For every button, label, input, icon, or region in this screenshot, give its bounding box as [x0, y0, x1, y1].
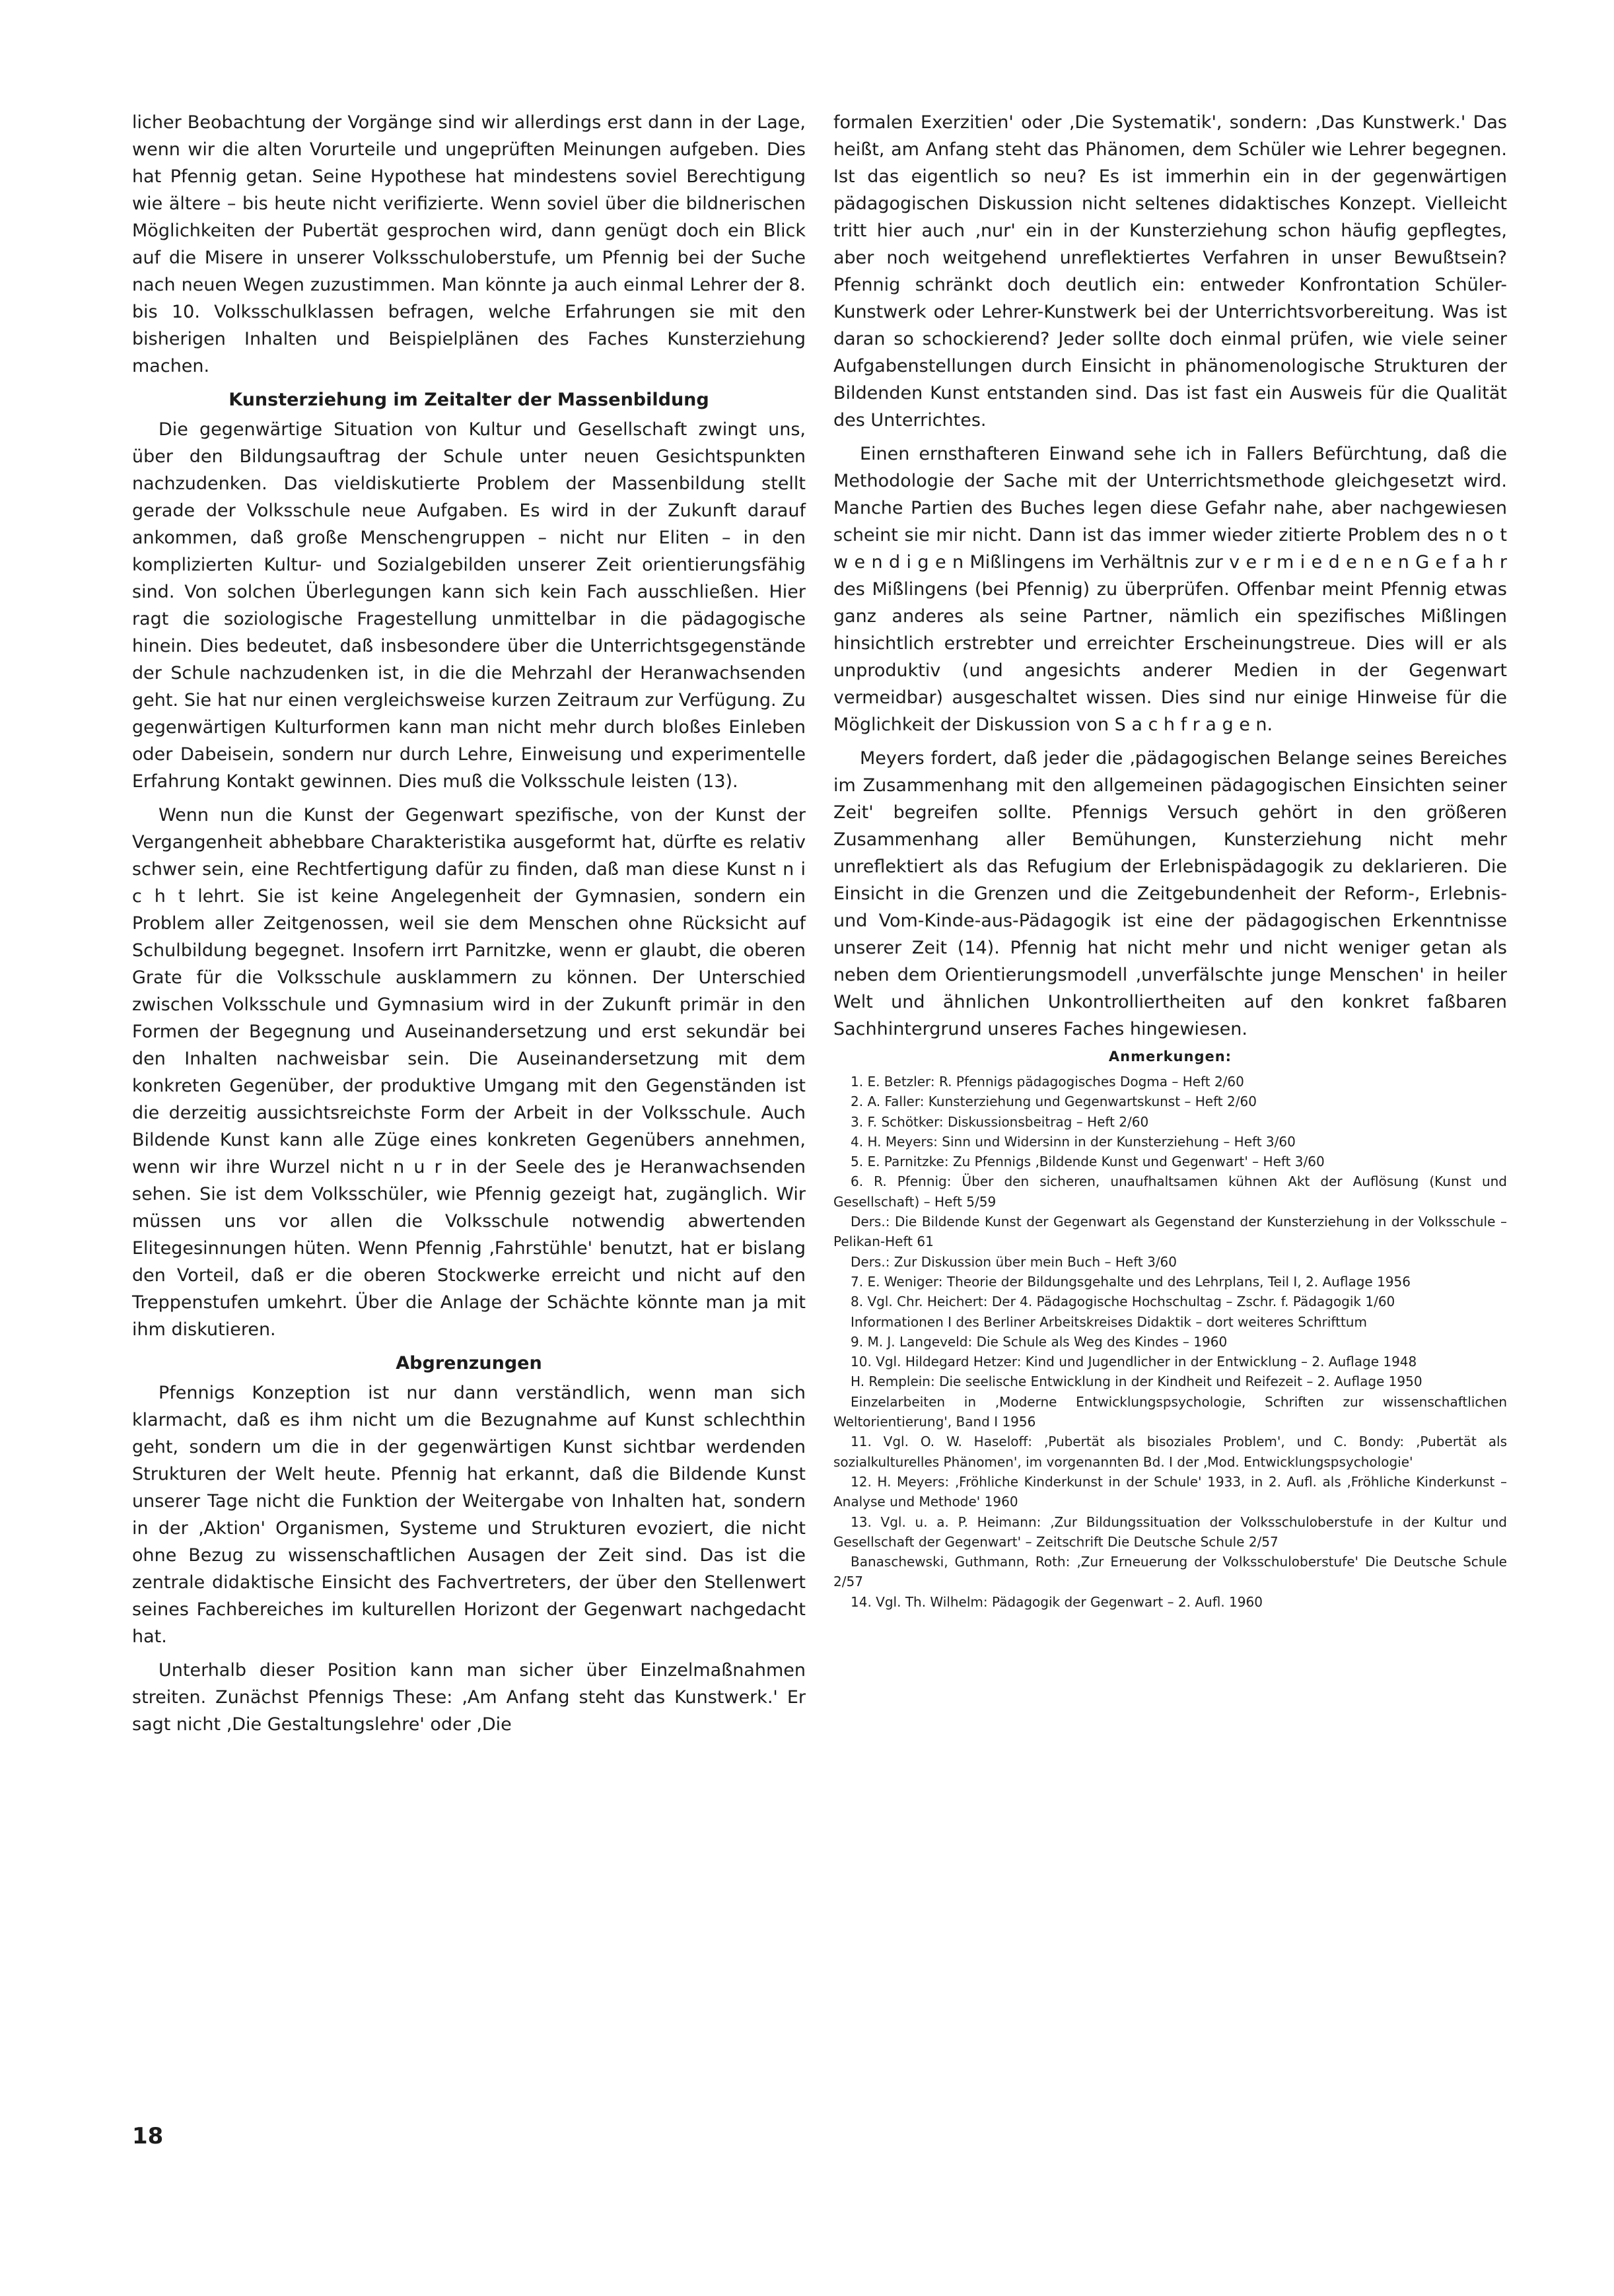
paragraph-left-2: Die gegenwärtige Situation von Kultur und Gesellschaft zwingt uns, über den Bildungsauftrag der Schule unter neuen Gesichtspunkten nachzudenken. Das vieldiskutierte Problem der Massenbildung stellt gerade der Volksschule neue Aufgaben. Es wird in der Zukunft darauf ankommen, daß große Menschengruppen – nicht nur Eliten – in den komplizierten Kultur- und Sozialgebilden unserer Zeit orientierungsfähig sind. Von solchen Überlegungen kann sich kein Fach ausschließen. Hier ragt die soziologische Fragestellung unmittelbar in die pädagogische hinein. Dies bedeutet, daß insbesondere über die Unterrichtsgegenstände der Schule nachzudenken ist, in die die Mehrzahl der Heranwachsenden geht. Sie hat nur einen vergleichsweise kurzen Zeitraum zur Verfügung. Zu gegenwärtigen Kulturformen kann man nicht mehr durch bloßes Einleben oder Dabeisein, sondern nur durch Lehre, Einweisung und experimentelle Erfahrung Kontakt gewinnen. Dies muß die Volksschule leisten (13).	[132, 419, 806, 792]
note-item: 10. Vgl. Hildegard Hetzer: Kind und Jugendlicher in der Entwicklung – 2. Auflage 1948	[851, 1354, 1417, 1370]
note-item: 8. Vgl. Chr. Heichert: Der 4. Pädagogische Hochschultag – Zschr. f. Pädagogik 1/60	[851, 1294, 1395, 1310]
note-item: 6. R. Pfennig: Über den sicheren, unaufhaltsamen kühnen Akt der Auflösung (Kunst und Gesellschaft) – Heft 5/59	[833, 1173, 1507, 1210]
note-item: 2. A. Faller: Kunsterziehung und Gegenwartskunst – Heft 2/60	[851, 1094, 1257, 1110]
notes-heading: Anmerkungen:	[1108, 1049, 1232, 1064]
note-item: 4. H. Meyers: Sinn und Widersinn in der Kunsterziehung – Heft 3/60	[851, 1133, 1296, 1150]
note-item: Banaschewski, Guthmann, Roth: ‚Zur Erneuerung der Volksschuloberstufe' Die Deutsche Schule 2/57	[833, 1554, 1507, 1590]
note-item: Ders.: Die Bildende Kunst der Gegenwart als Gegenstand der Kunsterziehung in der Volksschule – Pelikan-Heft 61	[833, 1214, 1507, 1250]
note-item: 1. E. Betzler: R. Pfennigs pädagogisches Dogma – Heft 2/60	[851, 1074, 1244, 1090]
note-item: Informationen I des Berliner Arbeitskreises Didaktik – dort weiteres Schrifttum	[851, 1313, 1367, 1330]
left-column	[132, 109, 806, 1738]
note-item: 14. Vgl. Th. Wilhelm: Pädagogik der Gegenwart – 2. Aufl. 1960	[851, 1593, 1263, 1610]
notes-list	[833, 1072, 1507, 1612]
section-heading-massenbildung: Kunsterziehung im Zeitalter der Massenbildung	[228, 390, 709, 410]
note-item: 3. F. Schötker: Diskussionsbeitrag – Heft 2/60	[851, 1113, 1149, 1130]
note-item: 7. E. Weniger: Theorie der Bildungsgehalte und des Lehrplans, Teil I, 2. Auflage 1956	[851, 1273, 1411, 1290]
note-item: Ders.: Zur Diskussion über mein Buch – Heft 3/60	[851, 1253, 1177, 1270]
note-item: Einzelarbeiten in ‚Moderne Entwicklungspsychologie, Schriften zur wissenschaftlichen Weltorientierung', Band I 1956	[833, 1393, 1507, 1430]
note-item: 11. Vgl. O. W. Haseloff: ‚Pubertät als bisoziales Problem', und C. Bondy: ‚Pubertät als sozialkulturelles Phänomen', im vorgenannten Bd. I der ‚Mod. Entwicklungspsychologie'	[833, 1434, 1507, 1470]
note-item: 13. Vgl. u. a. P. Heimann: ‚Zur Bildungssituation der Volksschuloberstufe in der Kultur und Gesellschaft der Gegenwart' – Zeitschrift Die Deutsche Schule 2/57	[833, 1513, 1507, 1550]
right-column	[833, 109, 1507, 1612]
paragraph-right-2: Einen ernsthafteren Einwand sehe ich in Fallers Befürchtung, daß die Methodologie der Sache mit der Unterrichtsmethode gleichgesetzt wird. Manche Partien des Buches legen diese Gefahr nahe, aber nachgewiesen scheint sie mir nicht. Dann ist das immer wieder zitierte Problem des n o t w e n d i g e n Mißlingens im Verhältnis zur v e r m i e d e n e n G e f a h r des Mißlingens (bei Pfennig) zu überprüfen. Offenbar meint Pfennig etwas ganz anderes als seine Partner, nämlich ein spezifisches Mißlingen hinsichtlich erstrebter und erreichter Erscheinungstreue. Dies will er als unproduktiv (und angesichts anderer Medien in der Gegenwart vermeidbar) ausgeschaltet wissen. Dies sind nur einige Hinweise für die Möglichkeit der Diskussion von S a c h f r a g e n.	[833, 444, 1507, 735]
paragraph-left-1: licher Beobachtung der Vorgänge sind wir allerdings erst dann in der Lage, wenn wir die alten Vorurteile und ungeprüften Meinungen aufgeben. Dies hat Pfennig getan. Seine Hypothese hat mindestens soviel Berechtigung wie ältere – bis heute nicht verifizierte. Wenn soviel über die bildnerischen Möglichkeiten der Pubertät gesprochen wird, dann genügt doch ein Blick auf die Misere in unserer Volksschuloberstufe, um Pfennig bei der Suche nach neuen Wegen zuzustimmen. Man könnte ja auch einmal Lehrer der 8. bis 10. Volksschulklassen befragen, welche Erfahrungen sie mit den bisherigen Inhalten und Beispielplänen des Faches Kunsterziehung machen.	[132, 112, 806, 376]
paragraph-right-1: formalen Exerzitien' oder ‚Die Systematik', sondern: ‚Das Kunstwerk.' Das heißt, am Anfang steht das Phänomen, dem Schüler wie Lehrer begegnen. Ist das eigentlich so neu? Es ist immerhin ein in der gegenwärtigen pädagogischen Diskussion nicht seltenes didaktisches Konzept. Vielleicht tritt hier auch ‚nur' ein in der Kunsterziehung schon häufig gepflegtes, aber noch weitgehend unreflektiertes Verfahren in unser Bewußtsein? Pfennig schränkt doch deutlich ein: entweder Konfrontation Schüler-Kunstwerk oder Lehrer-Kunstwerk bei der Unterrichtsvorbereitung. Was ist daran so schockierend? Jeder sollte doch einmal prüfen, wie viele seiner Aufgabenstellungen durch Einsicht in phänomenologische Strukturen der Bildenden Kunst entstanden sind. Das ist fast ein Ausweis für die Qualität des Unterrichtes.	[833, 112, 1507, 431]
page-number: 18	[132, 2123, 164, 2149]
note-item: 5. E. Parnitzke: Zu Pfennigs ‚Bildende Kunst und Gegenwart' – Heft 3/60	[851, 1154, 1325, 1170]
note-item: 12. H. Meyers: ‚Fröhliche Kinderkunst in der Schule' 1933, in 2. Aufl. als ‚Fröhliche Kinderkunst – Analyse und Methode' 1960	[833, 1473, 1507, 1510]
paragraph-left-3: Wenn nun die Kunst der Gegenwart spezifische, von der Kunst der Vergangenheit abhebbare Charakteristika ausgeformt hat, dürfte es relativ schwer sein, eine Rechtfertigung dafür zu finden, daß man diese Kunst n i c h t lehrt. Sie ist keine Angelegenheit der Gymnasien, sondern ein Problem aller Zeitgenossen, weil sie dem Menschen ohne Rücksicht auf Schulbildung begegnet. Insofern irrt Parnitzke, wenn er glaubt, die oberen Grate für die Volksschule ausklammern zu können. Der Unterschied zwischen Volksschule und Gymnasium wird in der Zukunft primär in den Formen der Begegnung und Auseinandersetzung und erst sekundär bei den Inhalten nachweisbar sein. Die Auseinandersetzung mit dem konkreten Gegenüber, der produktive Umgang mit den Gegenständen ist die derzeitig aussichtsreichste Form der Arbeit in der Volksschule. Auch Bildende Kunst kann alle Züge eines konkreten Gegenübers annehmen, wenn wir ihre Wurzel nicht n u r in der Seele des je Heranwachsenden sehen. Sie ist dem Volksschüler, wie Pfennig gezeigt hat, zugänglich. Wir müssen uns vor allen die Volksschule notwendig abwertenden Elitegesinnungen hüten. Wenn Pfennig ‚Fahrstühle' benutzt, hat er bislang den Vorteil, daß er die oberen Stockwerke erreicht und nicht auf den Treppenstufen umkehrt. Über die Anlage der Schächte könnte man ja mit ihm diskutieren.	[132, 805, 806, 1340]
section-heading-abgrenzungen: Abgrenzungen	[396, 1353, 542, 1374]
paragraph-left-5: Unterhalb dieser Position kann man sicher über Einzelmaßnahmen streiten. Zunächst Pfennigs These: ‚Am Anfang steht das Kunstwerk.' Er sagt nicht ‚Die Gestaltungslehre' oder ‚Die	[132, 1660, 806, 1735]
paragraph-right-3: Meyers fordert, daß jeder die ‚pädagogischen Belange seines Bereiches im Zusammenhang mit den allgemeinen pädagogischen Einsichten seiner Zeit' begreifen sollte. Pfennigs Versuch gehört in den größeren Zusammenhang aller Bemühungen, Kunsterziehung nicht mehr unreflektiert als das Refugium der Erlebnispädagogik zu deklarieren. Die Einsicht in die Grenzen und die Zeitgebundenheit der Reform-, Erlebnis- und Vom-Kinde-aus-Pädagogik ist eine der pädagogischen Erkenntnisse unserer Zeit (14). Pfennig hat nicht mehr und nicht weniger getan als neben dem Orientierungsmodell ‚unverfälschte junge Menschen' in heiler Welt und ähnlichen Unkontrolliertheiten auf den konkret faßbaren Sachhintergrund unseres Faches hingewiesen.	[833, 748, 1507, 1039]
note-item: H. Remplein: Die seelische Entwicklung in der Kindheit und Reifezeit – 2. Auflage 1950	[851, 1374, 1422, 1390]
paragraph-left-4: Pfennigs Konzeption ist nur dann verständlich, wenn man sich klarmacht, daß es ihm nicht um die Bezugnahme auf Kunst schlechthin geht, sondern um die in der gegenwärtigen Kunst sichtbar werdenden Strukturen der Welt heute. Pfennig hat erkannt, daß die Bildende Kunst unserer Tage nicht die Funktion der Weitergabe von Inhalten hat, sondern in der ‚Aktion' Organismen, Systeme und Strukturen evoziert, die nicht ohne Bezug zu wissenschaftlichen Ausagen der Zeit sind. Das ist die zentrale didaktische Einsicht des Fachvertreters, der über den Stellenwert seines Fachbereiches im kulturellen Horizont der Gegenwart nachgedacht hat.	[132, 1383, 806, 1647]
note-item: 9. M. J. Langeveld: Die Schule als Weg des Kindes – 1960	[851, 1333, 1228, 1350]
